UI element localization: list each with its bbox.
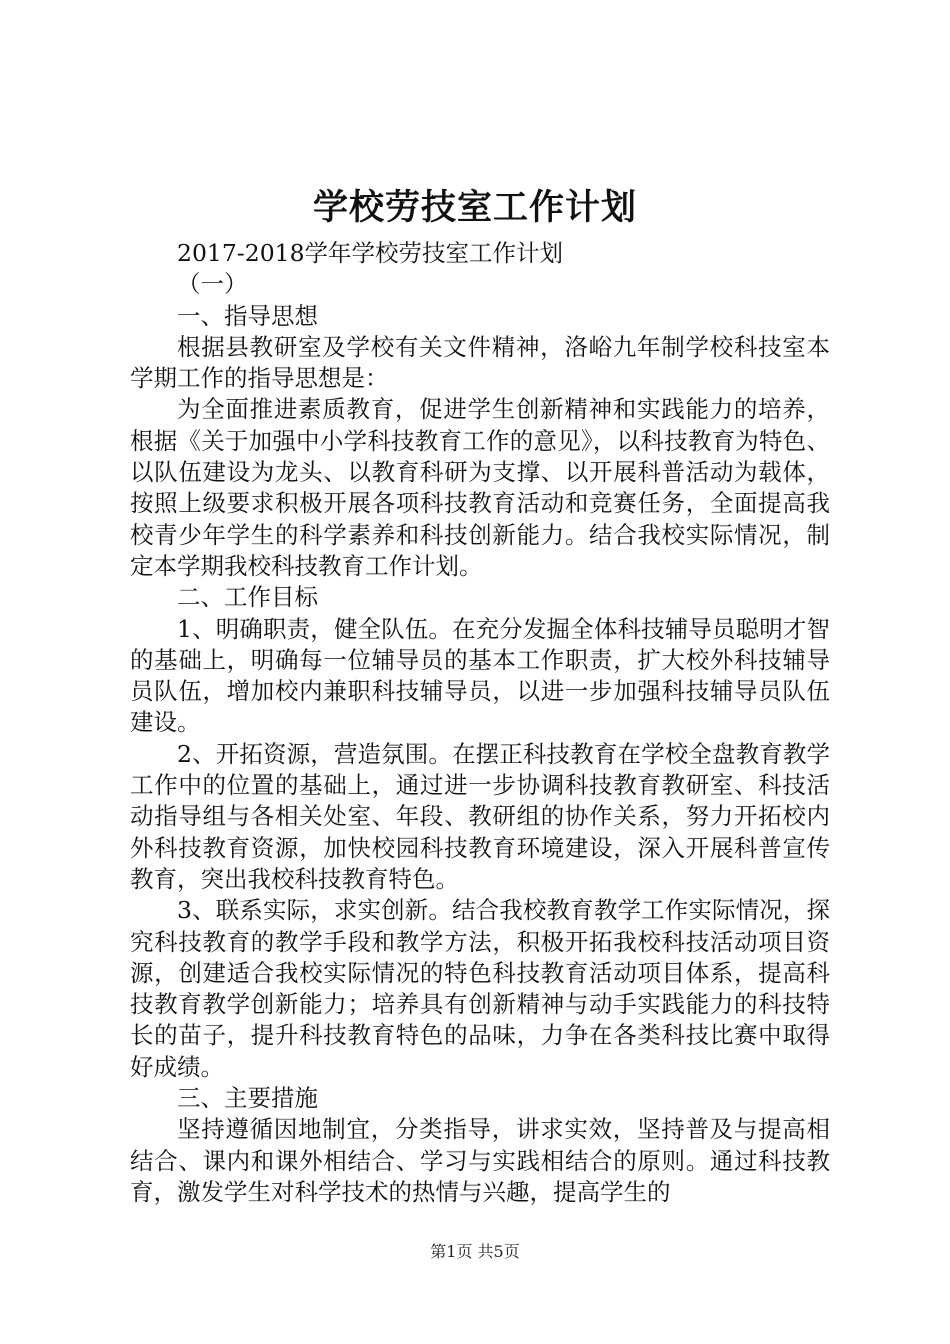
page-footer: 第1页 共5页 [430,1242,520,1261]
subtitle-line: 2017-2018学年学校劳技室工作计划 [177,239,564,267]
paragraph-goal-3: 3、联系实际，求实创新。结合我校教育教学工作实际情况，探究科技教育的教学手段和教学方法，积极开拓我校科技活动项目资源，创建适合我校实际情况的特色科技教育活动项目体系，提高科技教育教学创新能力；培养具有创新精神与动手实践能力的科技特长的苗子，提升科技教育特色的品味，力争在各类科技比赛中取得好成绩。 [130,896,830,1081]
heading-guiding-ideology: 一、指导思想 [177,301,318,330]
paragraph-goal-2: 2、开拓资源，营造氛围。在摆正科技教育在学校全盘教育教学工作中的位置的基础上，通过进一步协调科技教育教研室、科技活动指导组与各相关处室、年段、教研组的协作关系，努力开拓校内外科技教育资源，加快校园科技教育环境建设，深入开展科普宣传教育，突出我校科技教育特色。 [130,739,830,893]
section-number: （一） [177,270,248,299]
heading-work-goals: 二、工作目标 [177,583,318,612]
paragraph-guiding-basis: 根据县教研室及学校有关文件精神，洛峪九年制学校科技室本学期工作的指导思想是： [130,332,830,393]
paragraph-measures: 坚持遵循因地制宜，分类指导，讲求实效，坚持普及与提高相结合、课内和课外相结合、学习与实践相结合的原则。通过科技教育，激发学生对科学技术的热情与兴趣，提高学生的 [130,1115,830,1206]
document-title: 学校劳技室工作计划 [312,187,637,228]
paragraph-goal-1: 1、明确职责，健全队伍。在充分发掘全体科技辅导员聪明才智的基础上，明确每一位辅导员的基本工作职责，扩大校外科技辅导员队伍，增加校内兼职科技辅导员，以进一步加强科技辅导员队伍建设。 [130,614,830,737]
heading-main-measures: 三、主要措施 [177,1084,318,1113]
paragraph-guiding-content: 为全面推进素质教育，促进学生创新精神和实践能力的培养，根据《关于加强中小学科技教育工作的意见》，以科技教育为特色、以队伍建设为龙头、以教育科研为支撑、以开展科普活动为载体，按照上级要求积极开展各项科技教育活动和竞赛任务，全面提高我校青少年学生的科学素养和科技创新能力。结合我校实际情况，制定本学期我校科技教育工作计划。 [130,395,830,580]
document-body [130,238,830,1208]
